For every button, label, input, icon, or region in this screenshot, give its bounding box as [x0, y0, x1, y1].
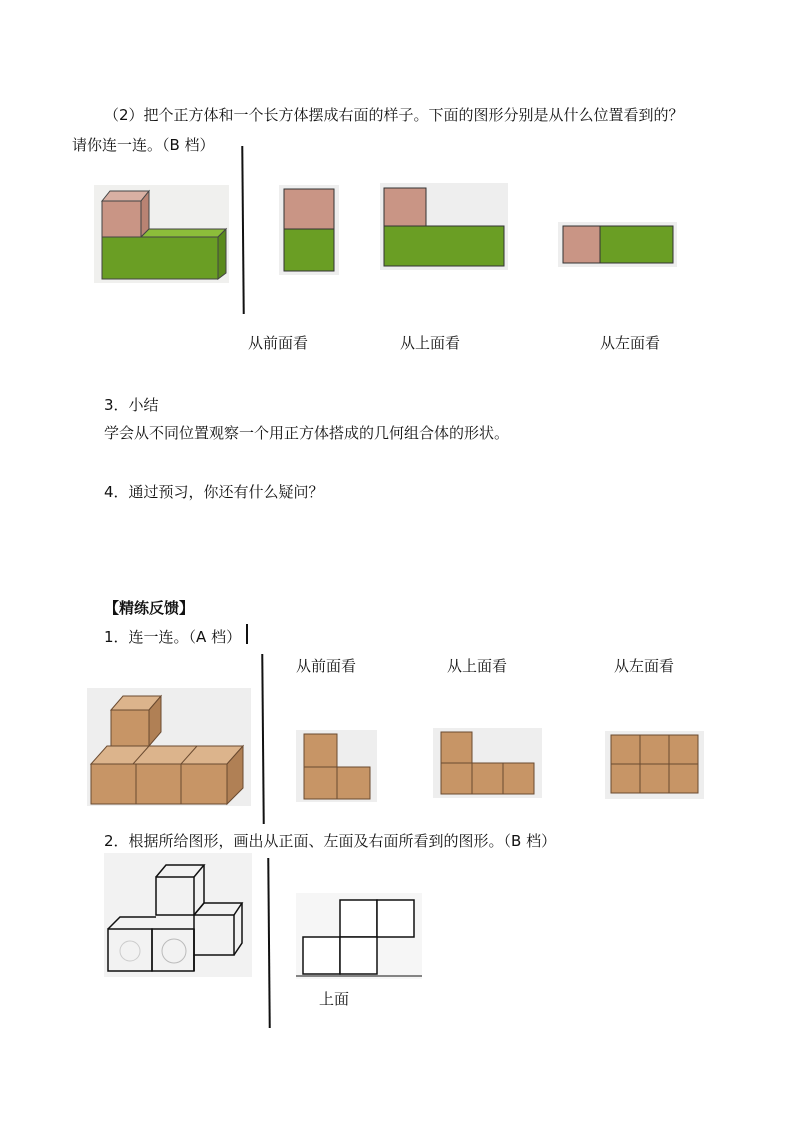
- line-drawing-cubes-image: [104, 853, 252, 977]
- q1-label-top: 从上面看: [447, 657, 508, 675]
- cube-on-cuboid-image: [94, 185, 229, 283]
- q1-view-shape-3: [605, 731, 704, 799]
- view-shape-2: [380, 183, 508, 270]
- feedback-title: 【精练反馈】: [104, 599, 195, 617]
- part2-label-left: 从左面看: [600, 334, 661, 352]
- q1-label-front: 从前面看: [296, 657, 357, 675]
- feedback-q1: 1．连一连。（A 档）: [104, 628, 242, 646]
- view-shape-1: [279, 185, 339, 275]
- divider-line: [241, 146, 244, 314]
- summary-heading: 3．小结: [104, 396, 159, 414]
- q1-cursor-line: [246, 624, 248, 644]
- q1-view-shape-1: [296, 730, 377, 802]
- q1-view-shape-2: [433, 728, 542, 798]
- summary-text: 学会从不同位置观察一个用正方体搭成的几何组合体的形状。: [104, 424, 510, 442]
- feedback-q2: 2．根据所给图形，画出从正面、左面及右面所看到的图形。（B 档）: [104, 832, 557, 850]
- preview-question: 4．通过预习，你还有什么疑问？: [104, 483, 324, 501]
- part2-label-front: 从前面看: [248, 334, 309, 352]
- q2-divider-line: [267, 858, 270, 1028]
- q1-divider-line: [261, 654, 264, 824]
- part2-label-top: 从上面看: [400, 334, 461, 352]
- part2-question-line1: （2）把个正方体和一个长方体摆成右面的样子。下面的图形分别是从什么位置看到的？: [104, 106, 684, 124]
- top-view-label: 上面: [319, 990, 350, 1008]
- top-view-grid-image: [296, 893, 422, 979]
- part2-question-line2: 请你连一连。（B 档）: [72, 136, 215, 154]
- view-shape-3: [558, 222, 677, 267]
- q1-label-left: 从左面看: [614, 657, 675, 675]
- four-cubes-image: [87, 688, 251, 806]
